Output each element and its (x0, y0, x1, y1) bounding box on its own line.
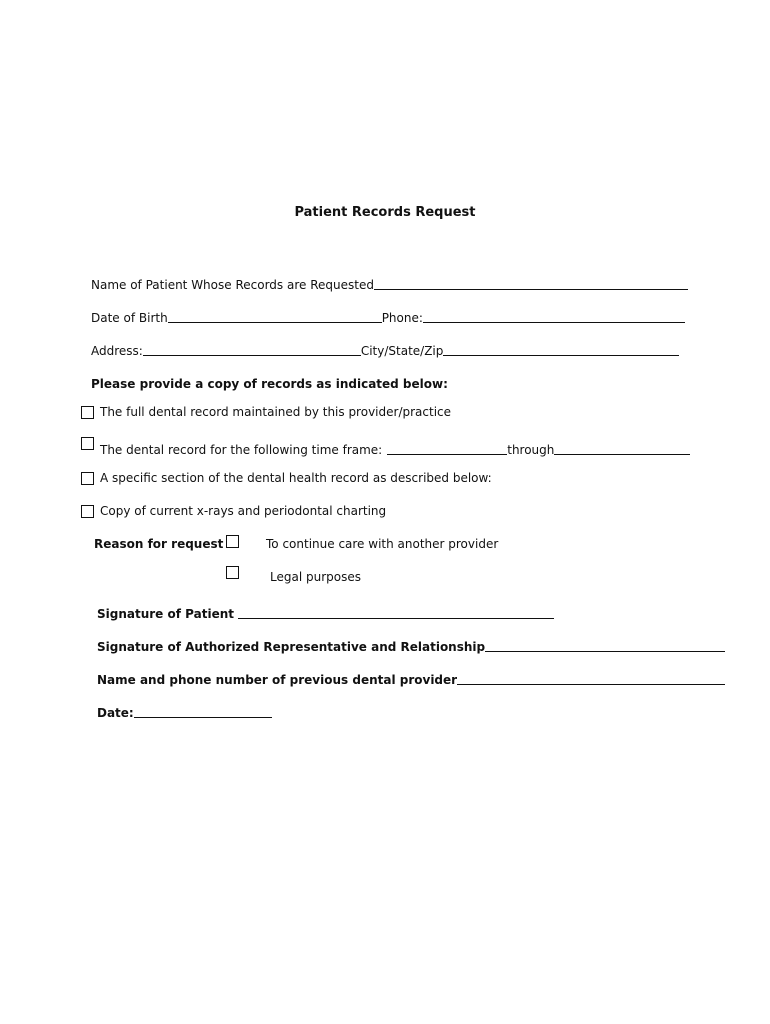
continue-care-checkbox[interactable] (226, 535, 239, 548)
legal-purposes-label: Legal purposes (270, 570, 361, 584)
dob-label: Date of Birth (91, 311, 168, 325)
through-label: through (507, 443, 555, 457)
full-record-checkbox[interactable] (81, 406, 94, 419)
reason-label: Reason for request (94, 537, 224, 551)
patient-name-row (91, 272, 688, 292)
address-label: Address: (91, 344, 143, 358)
city-state-zip-field[interactable] (443, 341, 679, 356)
date-row (97, 700, 272, 720)
full-record-label: The full dental record maintained by this provider/practice (100, 405, 452, 419)
date-field[interactable] (134, 703, 272, 718)
previous-provider-label: Name and phone number of previous dental provider (97, 673, 458, 687)
dob-phone-row (91, 305, 685, 325)
patient-name-label: Name of Patient Whose Records are Requested (91, 278, 374, 292)
xrays-checkbox[interactable] (81, 505, 94, 518)
page-title: Patient Records Request (294, 205, 476, 220)
patient-signature-label: Signature of Patient (97, 607, 234, 621)
xrays-label: Copy of current x-rays and periodontal charting (100, 504, 387, 518)
legal-purposes-checkbox[interactable] (226, 566, 239, 579)
instructions-text: Please provide a copy of records as indicated below: (91, 377, 448, 391)
dob-field[interactable] (168, 308, 382, 323)
specific-section-checkbox[interactable] (81, 472, 94, 485)
time-frame-end-field[interactable] (554, 440, 690, 455)
time-frame-label: The dental record for the following time frame: (100, 443, 383, 457)
continue-care-label: To continue care with another provider (266, 537, 499, 551)
date-label: Date: (97, 706, 134, 720)
city-state-zip-label: City/State/Zip (360, 344, 444, 358)
patient-name-field[interactable] (374, 275, 688, 290)
representative-signature-row (97, 634, 725, 654)
phone-field[interactable] (423, 308, 685, 323)
instructions (91, 371, 448, 391)
address-field[interactable] (143, 341, 361, 356)
previous-provider-row (97, 667, 725, 687)
representative-signature-field[interactable] (485, 637, 725, 652)
patient-signature-field[interactable] (238, 604, 554, 619)
representative-signature-label: Signature of Authorized Representative and Relationship (97, 640, 486, 654)
time-frame-row (100, 437, 690, 457)
phone-label: Phone: (381, 311, 423, 325)
time-frame-checkbox[interactable] (81, 437, 94, 450)
specific-section-label: A specific section of the dental health record as described below: (100, 471, 492, 485)
previous-provider-field[interactable] (457, 670, 725, 685)
time-frame-start-field[interactable] (387, 440, 507, 455)
address-row (91, 338, 679, 358)
patient-signature-row (97, 601, 554, 621)
